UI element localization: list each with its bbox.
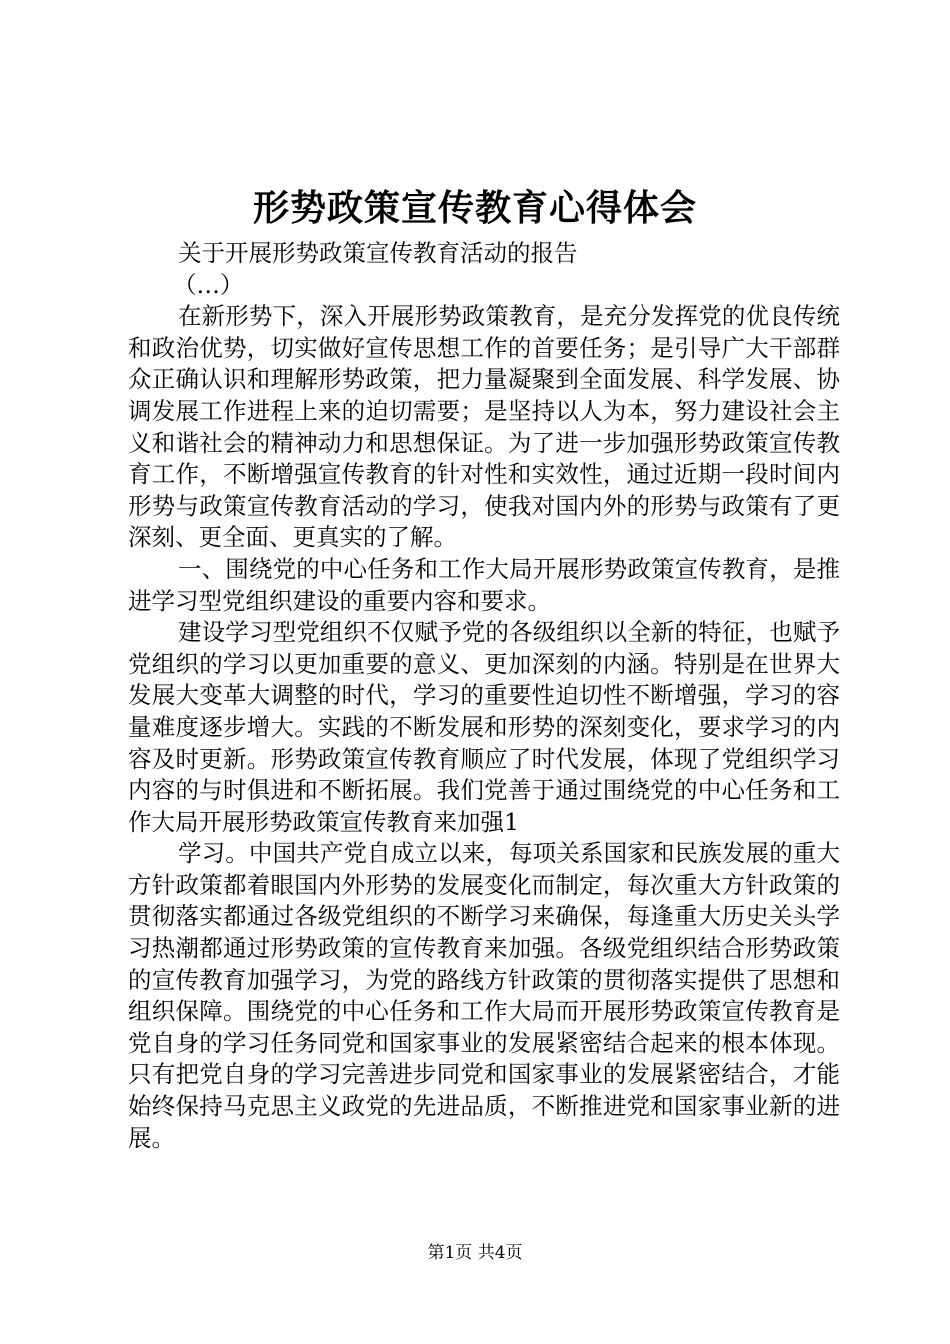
paragraph-party-history: 学习。中国共产党自成立以来，每项关系国家和民族发展的重大方针政策都着眼国内外形势的发展变化而制定，每次重大方针政策的贯彻落实都通过各级党组织的不断学习来确保，每逢重大历史关头学习热潮都通过形势政策的宣传教育来加强。各级党组织结合形势政策的宣传教育加强学习，为党的路线方针政策的贯彻落实提供了思想和组织保障。围绕党的中心任务和工作大局而开展形势政策宣传教育是党自身的学习任务同党和国家事业的发展紧密结合起来的根本体现。只有把党自身的学习完善进步同党和国家事业的发展紧密结合，才能始终保持马克思主义政党的先进品质，不断推进党和国家事业新的进展。 [128,839,840,1152]
document-title: 形势政策宣传教育心得体会 [252,187,697,229]
paragraph-learning-organization: 建设学习型党组织不仅赋予党的各级组织以全新的特征，也赋予党组织的学习以更加重要的意义、更加深刻的内涵。特别是在世界大发展大变革大调整的时代，学习的重要性迫切性不断增强，学习的容量难度逐步增大。实践的不断发展和形势的深刻变化，要求学习的内容及时更新。形势政策宣传教育顺应了时代发展，体现了党组织学习内容的与时俱进和不断拓展。我们党善于通过围绕党的中心任务和工作大局开展形势政策宣传教育来加强1 [128,618,840,836]
paragraph-section-one-heading: 一、围绕党的中心任务和工作大局开展形势政策宣传教育，是推进学习型党组织建设的重要内容和要求。 [128,554,840,615]
document-note: （…） [173,270,244,299]
document-subtitle: 关于开展形势政策宣传教育活动的报告 [178,239,578,267]
page-footer: 第1页 共4页 [427,1243,523,1263]
paragraph-intro: 在新形势下，深入开展形势政策教育，是充分发挥党的优良传统和政治优势，切实做好宣传思想工作的首要任务；是引导广大干部群众正确认识和理解形势政策，把力量凝聚到全面发展、科学发展、协调发展工作进程上来的迫切需要；是坚持以人为本，努力建设社会主义和谐社会的精神动力和思想保证。为了进一步加强形势政策宣传教育工作，不断增强宣传教育的针对性和实效性，通过近期一段时间内形势与政策宣传教育活动的学习，使我对国内外的形势与政策有了更深刻、更全面、更真实的了解。 [128,302,840,552]
document-body [128,238,840,1154]
